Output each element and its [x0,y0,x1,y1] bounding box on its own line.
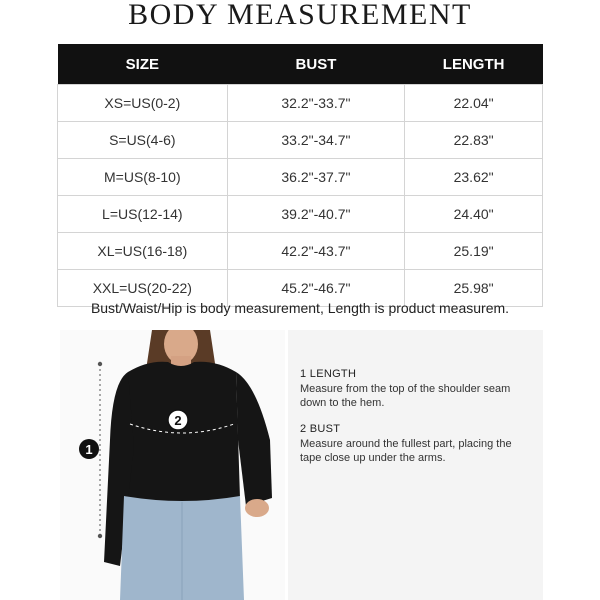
header-size: SIZE [58,44,228,85]
page-title: BODY MEASUREMENT [128,0,472,31]
length-marker-number: 1 [85,442,93,457]
size-cell: XL=US(16-18) [58,233,228,270]
size-cell: L=US(12-14) [58,196,228,233]
bust-cell: 36.2"-37.7" [227,159,405,196]
size-cell: M=US(8-10) [58,159,228,196]
length-cell: 22.04" [405,85,543,122]
size-cell: XS=US(0-2) [58,85,228,122]
model-illustration [60,330,285,600]
header-length: LENGTH [405,44,543,85]
bust-marker [168,410,188,430]
table-row [58,159,543,196]
bust-cell: 45.2"-46.7" [227,270,405,307]
sweater-body [124,362,240,503]
measurement-instructions-panel [288,330,543,600]
bust-marker-number: 2 [174,413,182,428]
size-cell: XXL=US(20-22) [58,270,228,307]
length-cell: 23.62" [405,159,543,196]
length-marker [79,439,99,459]
bust-cell: 39.2"-40.7" [227,196,405,233]
table-row [58,233,543,270]
hand-shape [245,499,269,517]
table-row [58,122,543,159]
length-line-bottom-dot [98,534,102,538]
size-cell: S=US(4-6) [58,122,228,159]
bust-cell: 33.2"-34.7" [227,122,405,159]
sweater-right-sleeve [236,372,272,506]
length-line-top-dot [98,362,102,366]
table-header-row [58,44,543,85]
length-instruction-text: Measure from the top of the shoulder seam down to the hem. [300,383,511,409]
length-instruction-heading: 1 LENGTH [300,368,357,380]
length-cell: 24.40" [405,196,543,233]
bust-cell: 32.2"-33.7" [227,85,405,122]
table-row [58,85,543,122]
bust-instruction-heading: 2 BUST [300,423,341,435]
model-photo [60,330,285,600]
size-chart-table [57,44,543,307]
header-bust: BUST [227,44,405,85]
bust-instruction-text: Measure around the fullest part, placing the tape close up under the arms. [300,438,512,464]
length-cell: 25.19" [405,233,543,270]
length-cell: 25.98" [405,270,543,307]
bust-cell: 42.2"-43.7" [227,233,405,270]
length-cell: 22.83" [405,122,543,159]
measurement-note: Bust/Waist/Hip is body measurement, Length is product measurem. [90,300,510,316]
table-row [58,196,543,233]
